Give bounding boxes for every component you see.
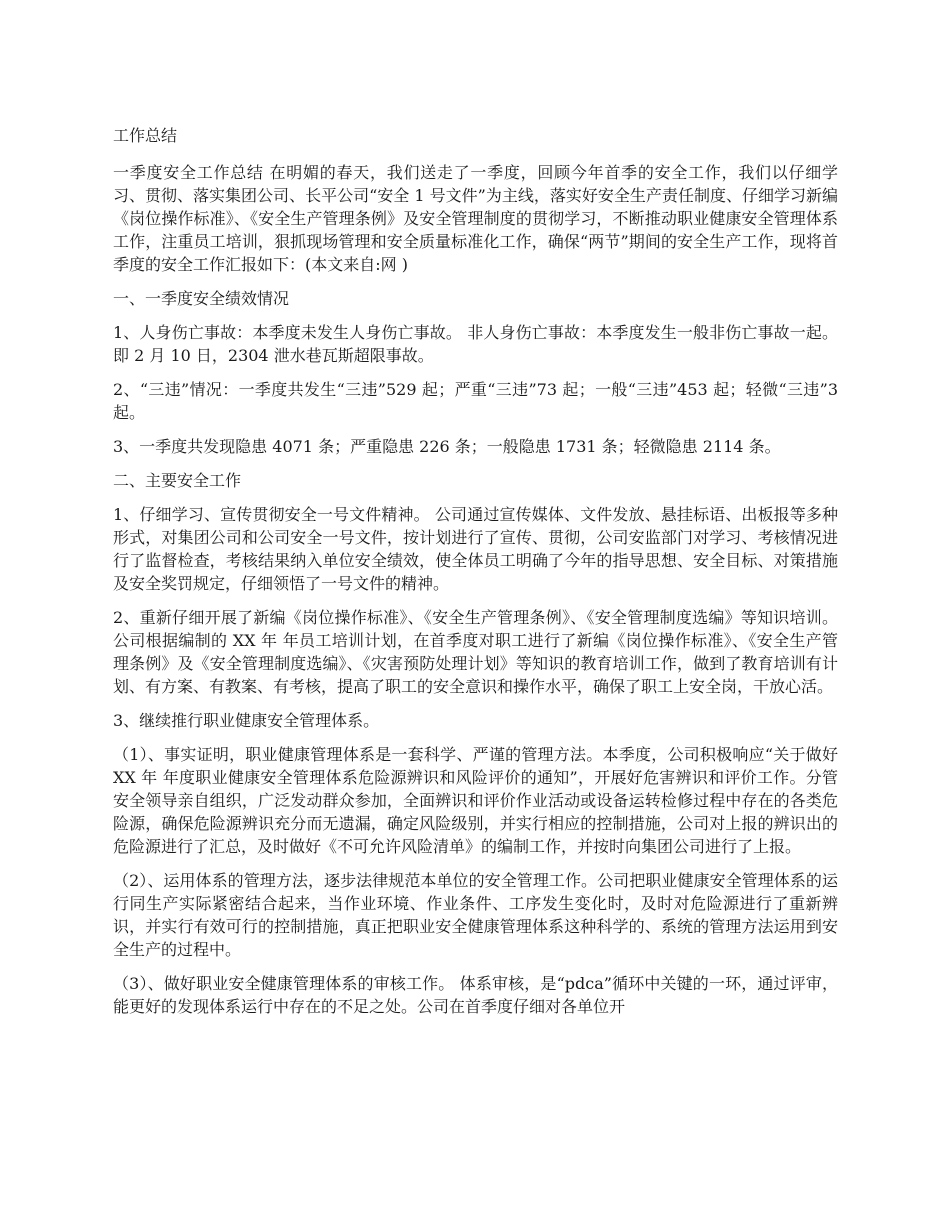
document-title: 工作总结 — [113, 126, 178, 145]
paragraph-item-1: （1）、事实证明，职业健康管理体系是一套科学、严谨的管理方法。本季度，公司积极响应“关于做好 XX 年 年度职业健康安全管理体系危险源辨识和风险评价的通知”，开展好危害辨识和评价工作。分管安全领导亲自组织，广泛发动群众参加，全面辨识和评价作业活动或设备运转检修过程中存在的各类危险源，确保危险源辨识充分而无遗漏，确定风险级别，并实行相应的控制措施，公司对上报的辨识出的危险源进行了汇总，及时做好《不可允许风险清单》的编制工作，并按时向集团公司进行了上报。 — [113, 745, 838, 856]
paragraph-casualty: 1、人身伤亡事故：本季度未发生人身伤亡事故。 非人身伤亡事故：本季度发生一般非伤亡事故一起。即 2 月 10 日，2304 泄水巷瓦斯超限事故。 — [113, 323, 838, 365]
section-heading-1: 一、一季度安全绩效情况 — [113, 289, 290, 308]
paragraph-management-system: 3、继续推行职业健康安全管理体系。 — [113, 711, 380, 730]
document-page — [113, 124, 838, 1029]
section-heading-2: 二、主要安全工作 — [113, 471, 242, 490]
paragraph-item-2: （2）、运用体系的管理方法，逐步法律规范本单位的安全管理工作。公司把职业健康安全管理体系的运行同生产实际紧密结合起来，当作业环境、作业条件、工序发生变化时，及时对危险源进行了重新辨识，并实行有效可行的控制措施，真正把职业安全健康管理体系这种科学的、系统的管理方法运用到安全生产的过程中。 — [113, 871, 838, 959]
paragraph-training: 2、重新仔细开展了新编《岗位操作标准》、《安全生产管理条例》、《安全管理制度选编》等知识培训。 公司根据编制的 XX 年 年员工培训计划，在首季度对职工进行了新编《岗位操作标准》、《安全生产管理条例》及《安全管理制度选编》、《灾害预防处理计划》等知识的教育培训工作，做到了教育培训有计划、有方案、有教案、有考核，提高了职工的安全意识和操作水平，确保了职工上安全岗，干放心活。 — [113, 608, 838, 696]
paragraph-intro: 一季度安全工作总结 在明媚的春天，我们送走了一季度，回顾今年首季的安全工作，我们以仔细学习、贯彻、落实集团公司、长平公司“安全 1 号文件”为主线，落实好安全生产责任制度、仔细学习新编《岗位操作标准》、《安全生产管理条例》及安全管理制度的贯彻学习，不断推动职业健康安全管理体系工作，注重员工培训，狠抓现场管理和安全质量标准化工作，确保“两节”期间的安全生产工作，现将首季度的安全工作汇报如下：(本文来自:网 ) — [113, 163, 838, 274]
paragraph-document-study: 1、仔细学习、宣传贯彻安全一号文件精神。 公司通过宣传媒体、文件发放、悬挂标语、出板报等多种形式，对集团公司和公司安全一号文件，按计划进行了宣传、贯彻，公司安监部门对学习、考核情况进行了监督检查，考核结果纳入单位安全绩效，使全体员工明确了今年的指导思想、安全目标、对策措施及安全奖罚规定，仔细领悟了一号文件的精神。 — [113, 505, 838, 593]
paragraph-violations: 2、“三违”情况：一季度共发生“三违”529 起；严重“三违”73 起；一般“三违”453 起；轻微“三违”3 起。 — [113, 380, 838, 422]
paragraph-item-3: （3）、做好职业安全健康管理体系的审核工作。 体系审核，是“pdca”循环中关键的一环，通过评审，能更好的发现体系运行中存在的不足之处。公司在首季度仔细对各单位开 — [113, 974, 838, 1016]
paragraph-hazards: 3、一季度共发现隐患 4071 条；严重隐患 226 条；一般隐患 1731 条；轻微隐患 2114 条。 — [113, 437, 781, 456]
